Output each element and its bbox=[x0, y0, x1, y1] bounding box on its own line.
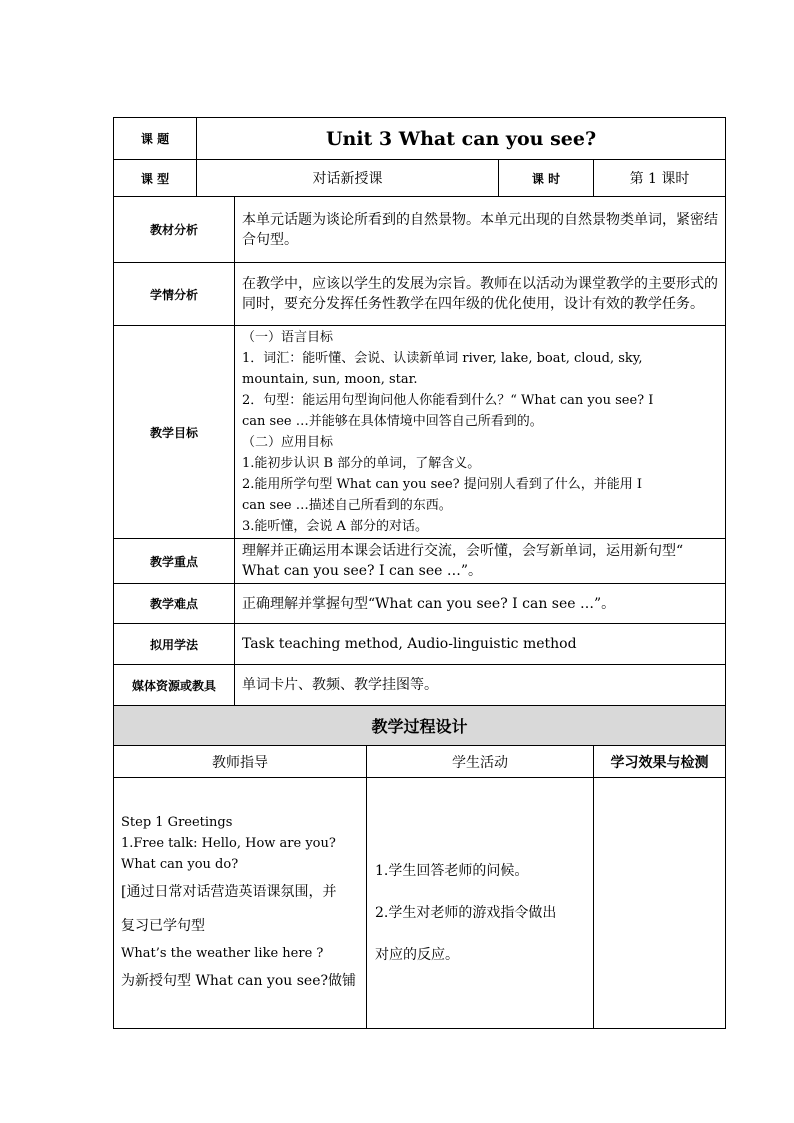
difficulties-label: 教学难点 bbox=[114, 584, 235, 624]
media-label: 媒体资源或教具 bbox=[114, 665, 235, 706]
col-header-teacher: 教师指导 bbox=[114, 746, 367, 778]
col-header-effect: 学习效果与检测 bbox=[594, 746, 726, 778]
teacher-note: 为新授句型 What can you see?做铺 bbox=[121, 973, 356, 989]
key-points-label: 教学重点 bbox=[114, 539, 235, 584]
teacher-line: Step 1 Greetings bbox=[121, 815, 233, 830]
objective-line: mountain, sun, moon, star. bbox=[242, 372, 418, 387]
objective-line: can see …并能够在具体情境中回答自己所看到的。 bbox=[242, 414, 543, 429]
objective-line: （二）应用目标 bbox=[242, 435, 334, 450]
objectives-text bbox=[235, 326, 726, 539]
period-label: 课 时 bbox=[499, 160, 594, 197]
objective-line: 3.能听懂，会说 A 部分的对话。 bbox=[242, 519, 429, 534]
student-activity-cell bbox=[367, 778, 594, 1029]
objective-line: 1．词汇：能听懂、会说、认读新单词 river, lake, boat, cloud, sky, bbox=[242, 351, 643, 366]
student-analysis-label: 学情分析 bbox=[114, 263, 235, 326]
topic-label: 课 题 bbox=[114, 118, 197, 160]
type-value: 对话新授课 bbox=[197, 160, 499, 197]
lesson-plan-table bbox=[113, 117, 726, 1029]
teacher-note: 复习已学句型 bbox=[121, 918, 205, 934]
process-band-title: 教学过程设计 bbox=[114, 706, 726, 746]
teacher-line: What can you do? bbox=[121, 857, 239, 872]
method-label: 拟用学法 bbox=[114, 624, 235, 665]
objective-line: （一）语言目标 bbox=[242, 330, 334, 345]
type-label: 课 型 bbox=[114, 160, 197, 197]
material-analysis-text: 本单元话题为谈论所看到的自然景物。本单元出现的自然景物类单词，紧密结合句型。 bbox=[235, 197, 726, 263]
student-line: 对应的反应。 bbox=[375, 947, 459, 963]
period-value: 第 1 课时 bbox=[594, 160, 726, 197]
student-analysis-text: 在教学中，应该以学生的发展为宗旨。教师在以活动为课堂教学的主要形式的同时，要充分发挥任务性教学在四年级的优化使用，设计有效的教学任务。 bbox=[235, 263, 726, 326]
media-text: 单词卡片、教频、教学挂图等。 bbox=[235, 665, 726, 706]
objective-line: 2.能用所学句型 What can you see? 提问别人看到了什么，并能用 I bbox=[242, 477, 643, 492]
teacher-note: [通过日常对话营造英语课氛围，并 bbox=[121, 884, 337, 900]
material-analysis-label: 教材分析 bbox=[114, 197, 235, 263]
lesson-title: Unit 3 What can you see? bbox=[197, 118, 726, 160]
student-line: 1.学生回答老师的问候。 bbox=[375, 863, 529, 879]
difficulties-text: 正确理解并掌握句型“What can you see? I can see …”。 bbox=[235, 584, 726, 624]
teacher-note: What’s the weather like here ? bbox=[121, 946, 324, 961]
objective-line: 1.能初步认识 B 部分的单词，了解含义。 bbox=[242, 456, 481, 471]
col-header-student: 学生活动 bbox=[367, 746, 594, 778]
effect-check-cell bbox=[594, 778, 726, 1029]
objective-line: can see …描述自己所看到的东西。 bbox=[242, 498, 452, 513]
key-points-text: 理解并正确运用本课会话进行交流，会听懂，会写新单词，运用新句型“ What can you see? I can see …”。 bbox=[235, 539, 726, 584]
method-text: Task teaching method, Audio-linguistic method bbox=[235, 624, 726, 665]
objective-line: 2．句型：能运用句型询问他人你能看到什么？“ What can you see? I bbox=[242, 393, 654, 408]
student-line: 2.学生对老师的游戏指令做出 bbox=[375, 905, 557, 921]
objectives-label: 教学目标 bbox=[114, 326, 235, 539]
teacher-line: 1.Free talk: Hello, How are you? bbox=[121, 836, 336, 851]
teacher-guidance-cell bbox=[114, 778, 367, 1029]
